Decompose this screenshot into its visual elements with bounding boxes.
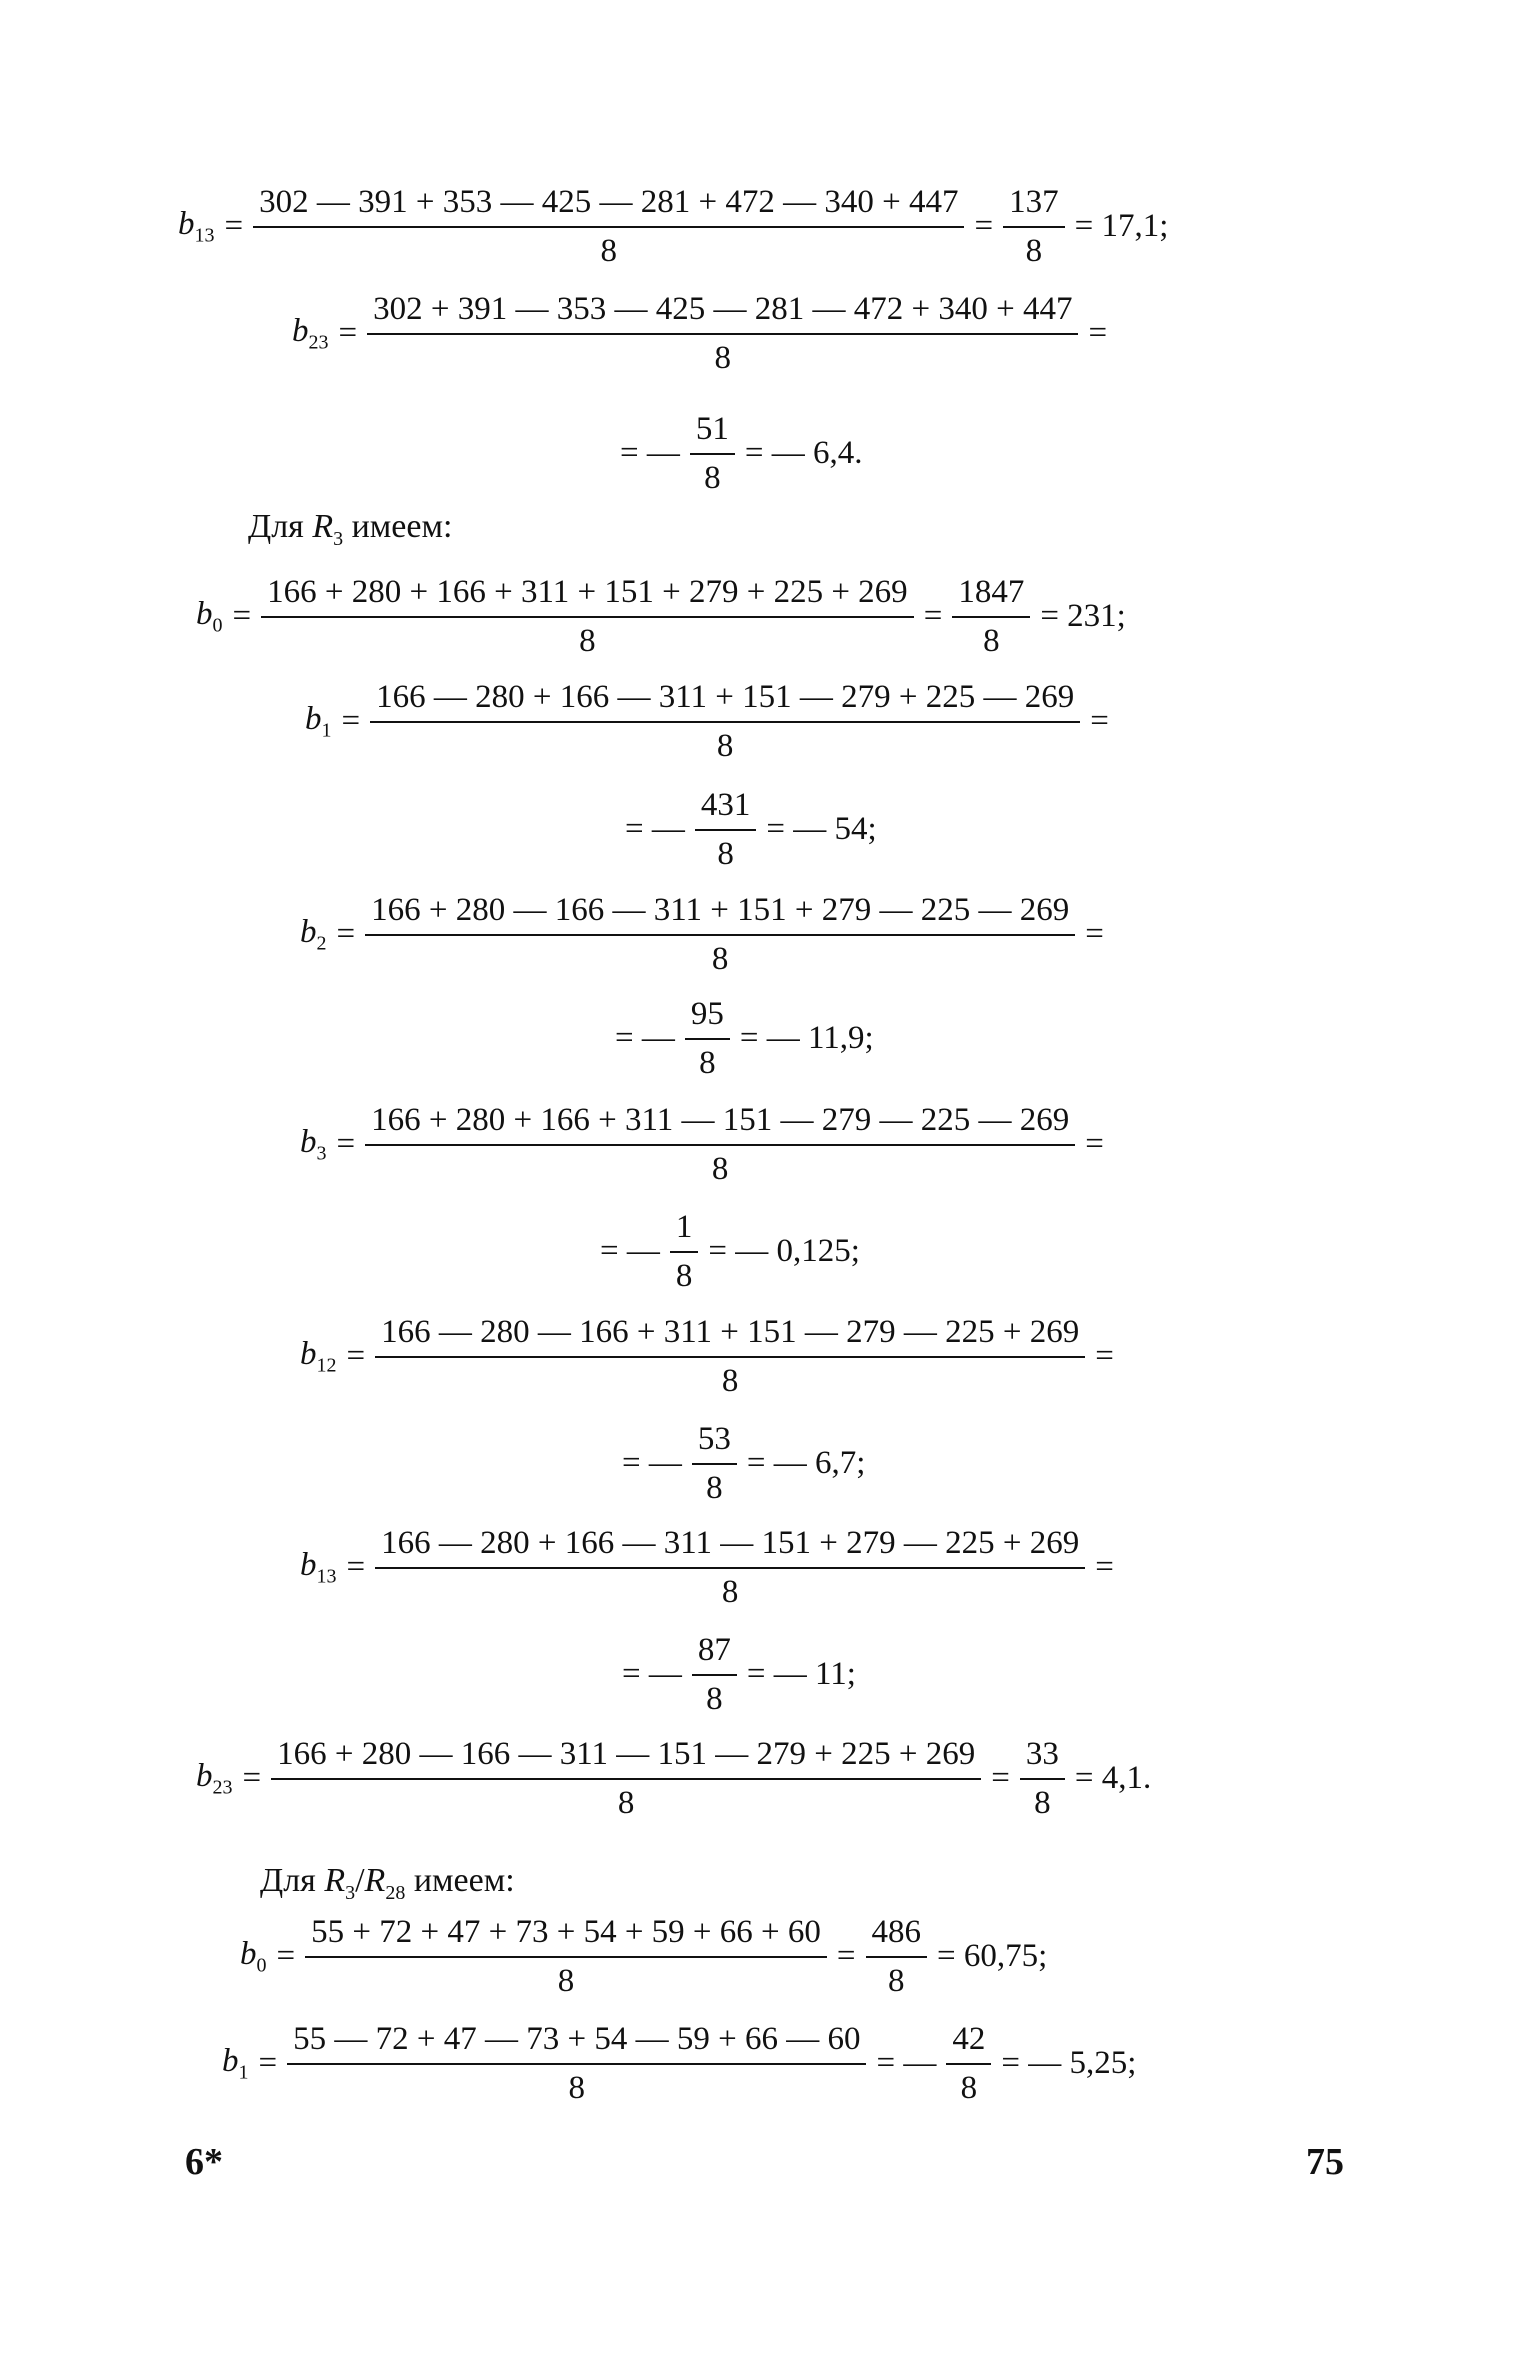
fraction: $\frac{302 + 391 — 353 — 425 — 281 — 472 + 340 + 447}{8}$: [367, 292, 1078, 375]
equals-sign: =: [341, 703, 361, 740]
heading-r3: Для $R_3$ имеем:: [248, 508, 453, 550]
coef-label: $b_1$: [222, 2042, 249, 2084]
equation-b1-ratio: [222, 2022, 1146, 2105]
equation-b23-r3: [196, 1737, 1161, 1820]
coef-label: $b_{13}$: [300, 1546, 337, 1588]
equation-b3: [300, 1103, 1114, 1186]
fraction: $\frac{42}{8}$: [946, 2022, 991, 2105]
equals-sign: =: [836, 1938, 856, 1975]
result: = 4,1.: [1074, 1760, 1152, 1797]
equals-minus: = —: [625, 811, 685, 848]
equals-sign: =: [276, 1938, 296, 1975]
result: = — 11,9;: [739, 1020, 874, 1057]
equals-sign: =: [242, 1760, 262, 1797]
result: = — 6,7;: [746, 1445, 866, 1482]
equals-sign: =: [336, 916, 356, 953]
equals-sign: =: [1085, 1126, 1104, 1163]
fraction: $\frac{51}{8}$: [690, 412, 735, 495]
equation-b0: [196, 575, 1136, 658]
equals-minus: = —: [615, 1020, 675, 1057]
result: = — 5,25;: [1001, 2045, 1137, 2082]
coef-label: $b_2$: [300, 913, 327, 955]
result: = — 6,4.: [744, 435, 863, 472]
equation-b23: [292, 292, 1117, 375]
fraction: $\frac{302 — 391 + 353 — 425 — 281 + 472 — 340 + 447}{8}$: [253, 185, 964, 268]
equation-b3-continuation: [590, 1210, 870, 1293]
equation-b2: [300, 893, 1114, 976]
fraction: $\frac{1847}{8}$: [952, 575, 1030, 658]
coef-label: $b_0$: [196, 595, 223, 637]
coef-label: $b_3$: [300, 1123, 327, 1165]
coef-label: $b_{13}$: [178, 205, 215, 247]
equation-b1: [305, 680, 1119, 763]
equals-sign: =: [338, 315, 358, 352]
equals-sign: =: [991, 1760, 1010, 1797]
equation-b23-continuation: [610, 412, 873, 495]
equation-b12: [300, 1315, 1124, 1398]
equals-sign: =: [1095, 1549, 1114, 1586]
fraction: $\frac{486}{8}$: [866, 1915, 928, 1998]
coef-label: $b_0$: [240, 1935, 267, 1977]
fraction: $\frac{431}{8}$: [695, 788, 757, 871]
result: = — 54;: [766, 811, 877, 848]
fraction: $\frac{166 + 280 + 166 + 311 — 151 — 279 — 225 — 269}{8}$: [365, 1103, 1075, 1186]
equation-b13: [178, 185, 1178, 268]
fraction: $\frac{1}{8}$: [670, 1210, 699, 1293]
fraction: $\frac{87}{8}$: [692, 1633, 737, 1716]
fraction: $\frac{137}{8}$: [1003, 185, 1065, 268]
equation-b1-continuation: [615, 788, 887, 871]
fraction: $\frac{53}{8}$: [692, 1422, 737, 1505]
fraction: $\frac{166 — 280 + 166 — 311 + 151 — 279 + 225 — 269}{8}$: [370, 680, 1080, 763]
equals-sign: =: [974, 208, 994, 245]
heading-r3-r28: Для $R_3/R_{28}$ имеем:: [260, 1862, 515, 1904]
result: = 60,75;: [937, 1938, 1048, 1975]
result: = — 0,125;: [708, 1233, 860, 1270]
equation-b12-continuation: [612, 1422, 875, 1505]
equation-b13-r3: [300, 1526, 1124, 1609]
equals-sign: =: [1095, 1338, 1114, 1375]
coef-label: $b_{23}$: [292, 312, 329, 354]
equals-sign: =: [258, 2045, 278, 2082]
equals-sign: =: [346, 1338, 366, 1375]
result: = 231;: [1040, 598, 1126, 635]
page-number: 75: [1306, 2141, 1344, 2183]
fraction: $\frac{166 — 280 + 166 — 311 — 151 + 279 — 225 + 269}{8}$: [375, 1526, 1085, 1609]
coef-label: $b_{12}$: [300, 1335, 337, 1377]
fraction: $\frac{166 + 280 + 166 + 311 + 151 + 279 + 225 + 269}{8}$: [261, 575, 914, 658]
fraction: $\frac{95}{8}$: [685, 997, 730, 1080]
equals-sign: =: [1090, 703, 1109, 740]
result: = — 11;: [746, 1656, 856, 1693]
fraction: $\frac{166 — 280 — 166 + 311 + 151 — 279 — 225 + 269}{8}$: [375, 1315, 1085, 1398]
result: = 17,1;: [1074, 208, 1169, 245]
fraction: $\frac{33}{8}$: [1020, 1737, 1065, 1820]
equals-minus: = —: [600, 1233, 660, 1270]
equals-sign: =: [232, 598, 252, 635]
coef-label: $b_{23}$: [196, 1757, 233, 1799]
equals-sign: =: [1088, 315, 1108, 352]
fraction: $\frac{166 + 280 — 166 — 311 — 151 — 279 + 225 + 269}{8}$: [271, 1737, 981, 1820]
equals-sign: =: [923, 598, 943, 635]
equation-b2-continuation: [605, 997, 884, 1080]
equals-minus: = —: [876, 2045, 937, 2082]
equals-minus: = —: [622, 1656, 682, 1693]
equals-sign: =: [346, 1549, 366, 1586]
equation-b13-r3-continuation: [612, 1633, 866, 1716]
fraction: $\frac{55 — 72 + 47 — 73 + 54 — 59 + 66 — 60}{8}$: [287, 2022, 866, 2105]
coef-label: $b_1$: [305, 700, 332, 742]
fraction: $\frac{55 + 72 + 47 + 73 + 54 + 59 + 66 + 60}{8}$: [305, 1915, 827, 1998]
equals-sign: =: [336, 1126, 356, 1163]
equals-minus: = —: [620, 435, 680, 472]
equals-minus: = —: [622, 1445, 682, 1482]
equation-b0-ratio: [240, 1915, 1057, 1998]
signature-mark: 6*: [185, 2141, 223, 2183]
equals-sign: =: [224, 208, 244, 245]
fraction: $\frac{166 + 280 — 166 — 311 + 151 + 279 — 225 — 269}{8}$: [365, 893, 1075, 976]
equals-sign: =: [1085, 916, 1104, 953]
